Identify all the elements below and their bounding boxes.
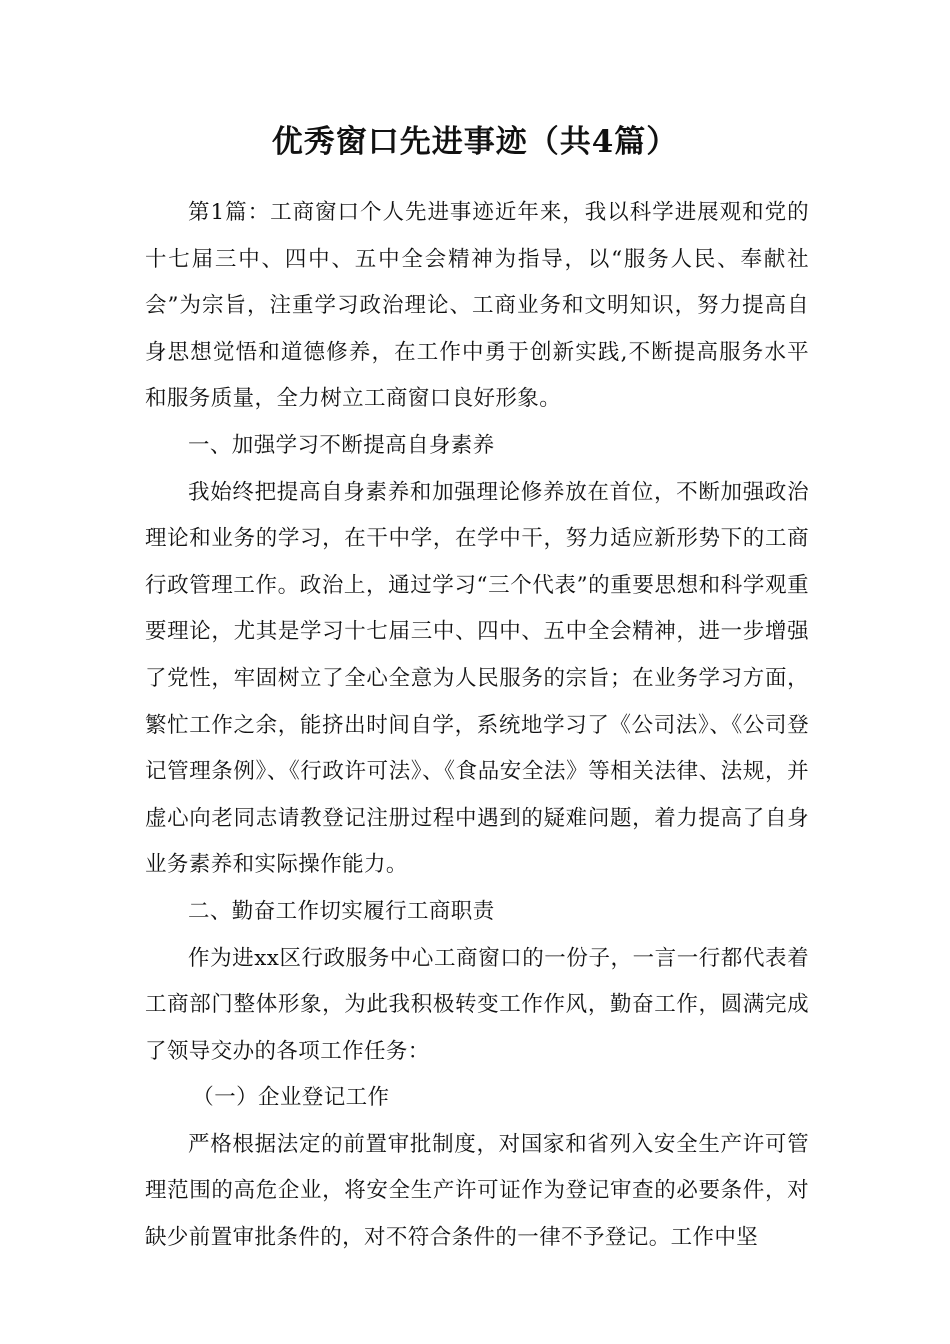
paragraph-work: 作为进xx区行政服务中心工商窗口的一份子，一言一行都代表着工商部门整体形象，为此我积极转变工作作风，勤奋工作，圆满完成了领导交办的各项工作任务： [145, 945, 809, 1064]
section-heading-2: 二、勤奋工作切实履行工商职责 [188, 898, 495, 924]
paragraph-intro: 第1篇：工商窗口个人先进事迹近年来，我以科学进展观和党的十七届三中、四中、五中全会精神为指导，以“服务人民、奉献社会”为宗旨，注重学习政治理论、工商业务和文明知识，努力提高自身思想觉悟和道德修养，在工作中勇于创新实践,不断提高服务水平和服务质量，全力树立工商窗口良好形象。 [145, 200, 809, 412]
paragraph-study: 我始终把提高自身素养和加强理论修养放在首位，不断加强政治理论和业务的学习，在干中学，在学中干，努力适应新形势下的工商行政管理工作。政治上，通过学习“三个代表”的重要思想和科学观重要理论，尤其是学习十七届三中、四中、五中全会精神，进一步增强了党性，牢固树立了全心全意为人民服务的宗旨；在业务学习方面，繁忙工作之余，能挤出时间自学，系统地学习了《公司法》、《公司登记管理条例》、《行政许可法》、《食品安全法》等相关法律、法规，并虚心向老同志请教登记注册过程中遇到的疑难问题，着力提高了自身业务素养和实际操作能力。 [145, 479, 809, 878]
subsection-heading-1: （一）企业登记工作 [192, 1085, 390, 1111]
document-body [145, 190, 809, 1262]
paragraph-registration: 严格根据法定的前置审批制度，对国家和省列入安全生产许可管理范围的高危企业，将安全生产许可证作为登记审查的必要条件，对缺少前置审批条件的，对不符合条件的一律不予登记。工作中坚 [145, 1131, 809, 1251]
document-title: 优秀窗口先进事迹（共4篇） [271, 124, 679, 160]
section-heading-1: 一、加强学习不断提高自身素养 [188, 432, 495, 458]
